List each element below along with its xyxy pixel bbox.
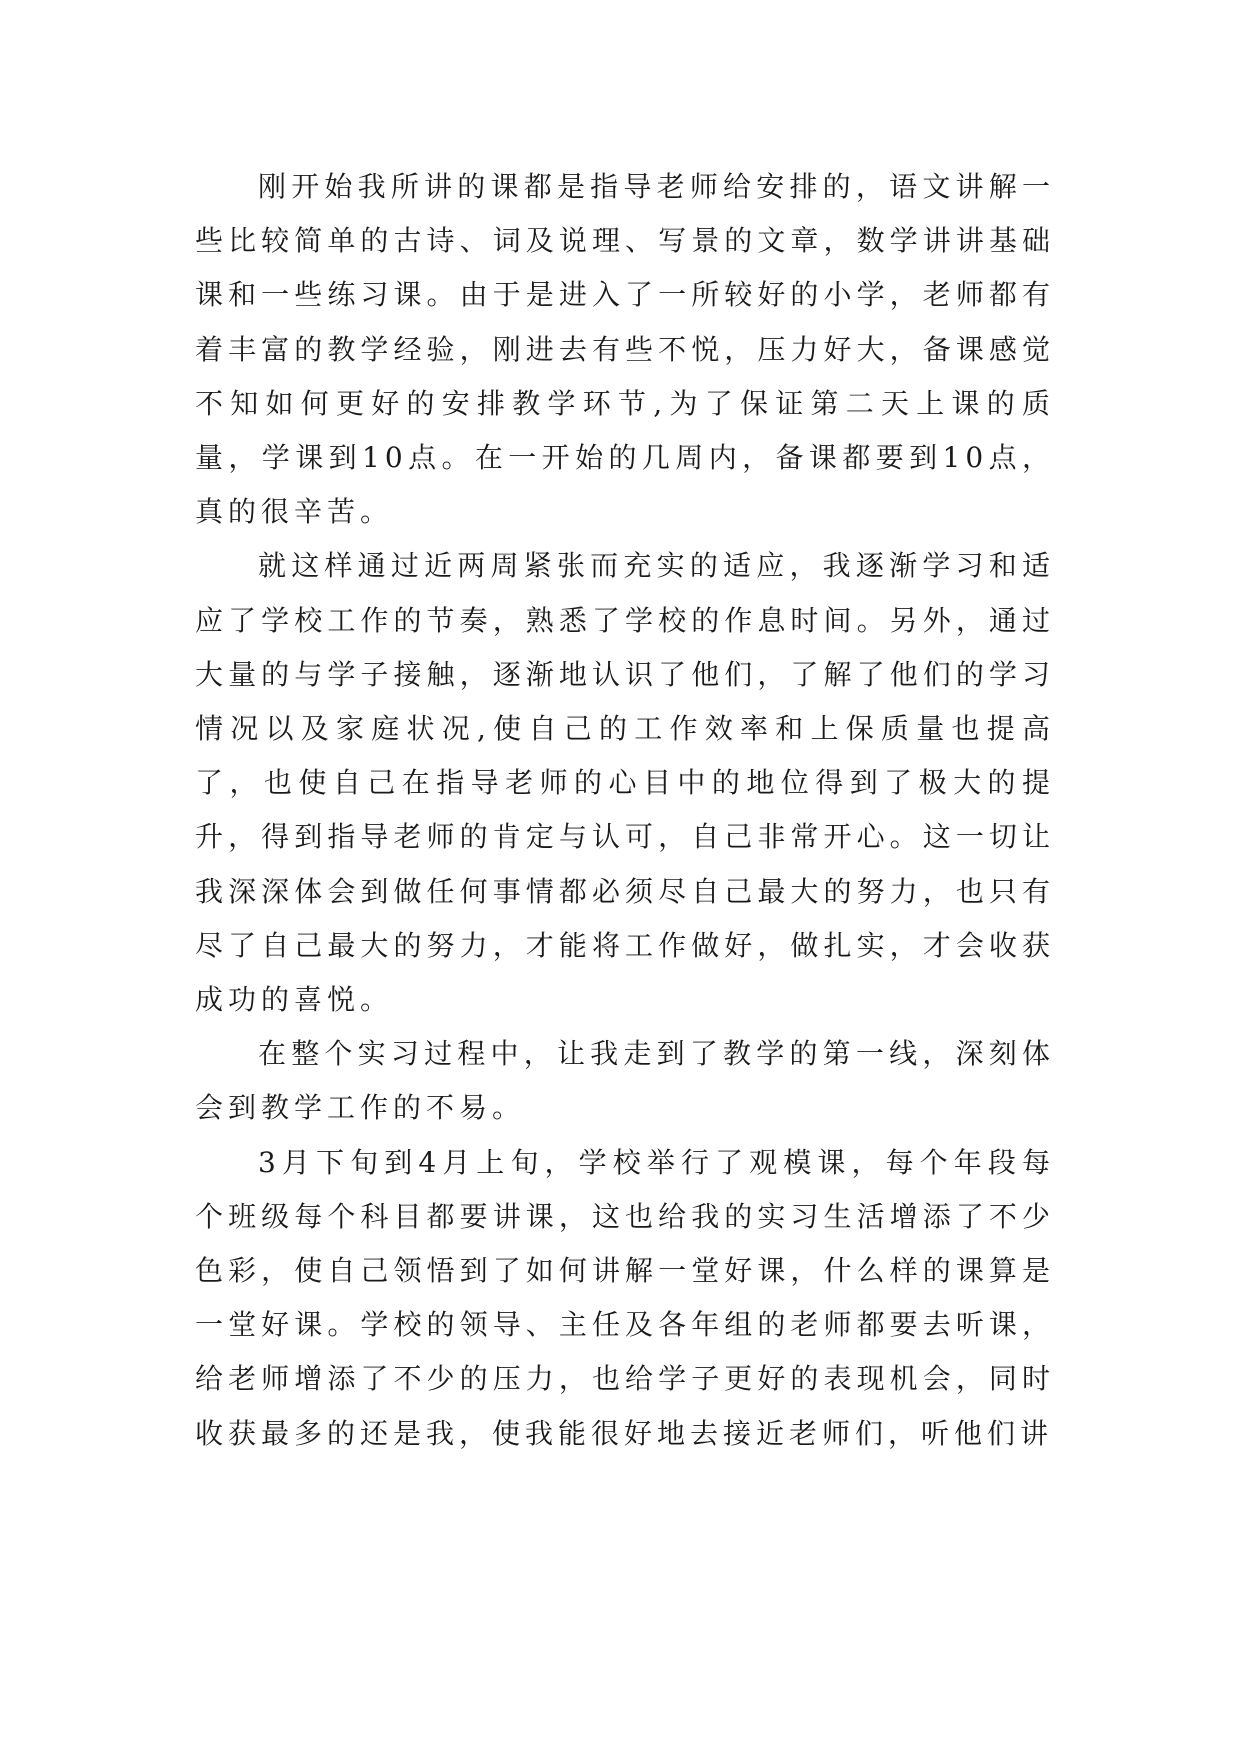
body-text bbox=[195, 160, 1055, 1461]
paragraph-4: 3月下旬到4月上旬，学校举行了观模课，每个年段每个班级每个科目都要讲课，这也给我的实习生活增添了不少色彩，使自己领悟到了如何讲解一堂好课，什么样的课算是一堂好课。学校的领导、主任及各年组的老师都要去听课，给老师增添了不少的压力，也给学子更好的表现机会，同时收获最多的还是我，使我能很好地去接近老师们，听他们讲 bbox=[195, 1145, 1055, 1450]
paragraph-3: 在整个实习过程中，让我走到了教学的第一线，深刻体会到教学工作的不易。 bbox=[195, 1037, 1055, 1125]
paragraph-1: 刚开始我所讲的课都是指导老师给安排的，语文讲解一些比较简单的古诗、词及说理、写景的文章，数学讲讲基础课和一些练习课。由于是进入了一所较好的小学，老师都有着丰富的教学经验，刚进去有些不悦，压力好大，备课感觉不知如何更好的安排教学环节,为了保证第二天上课的质量，学课到10点。在一开始的几周内，备课都要到10点，真的很辛苦。 bbox=[195, 170, 1055, 529]
paragraph-2: 就这样通过近两周紧张而充实的适应，我逐渐学习和适应了学校工作的节奏，熟悉了学校的作息时间。另外，通过大量的与学子接触，逐渐地认识了他们，了解了他们的学习情况以及家庭状况,使自己的工作效率和上保质量也提高了，也使自己在指导老师的心目中的地位得到了极大的提升，得到指导老师的肯定与认可，自己非常开心。这一切让我深深体会到做任何事情都必须尽自己最大的努力，也只有尽了自己最大的努力，才能将工作做好，做扎实，才会收获成功的喜悦。 bbox=[195, 549, 1055, 1017]
